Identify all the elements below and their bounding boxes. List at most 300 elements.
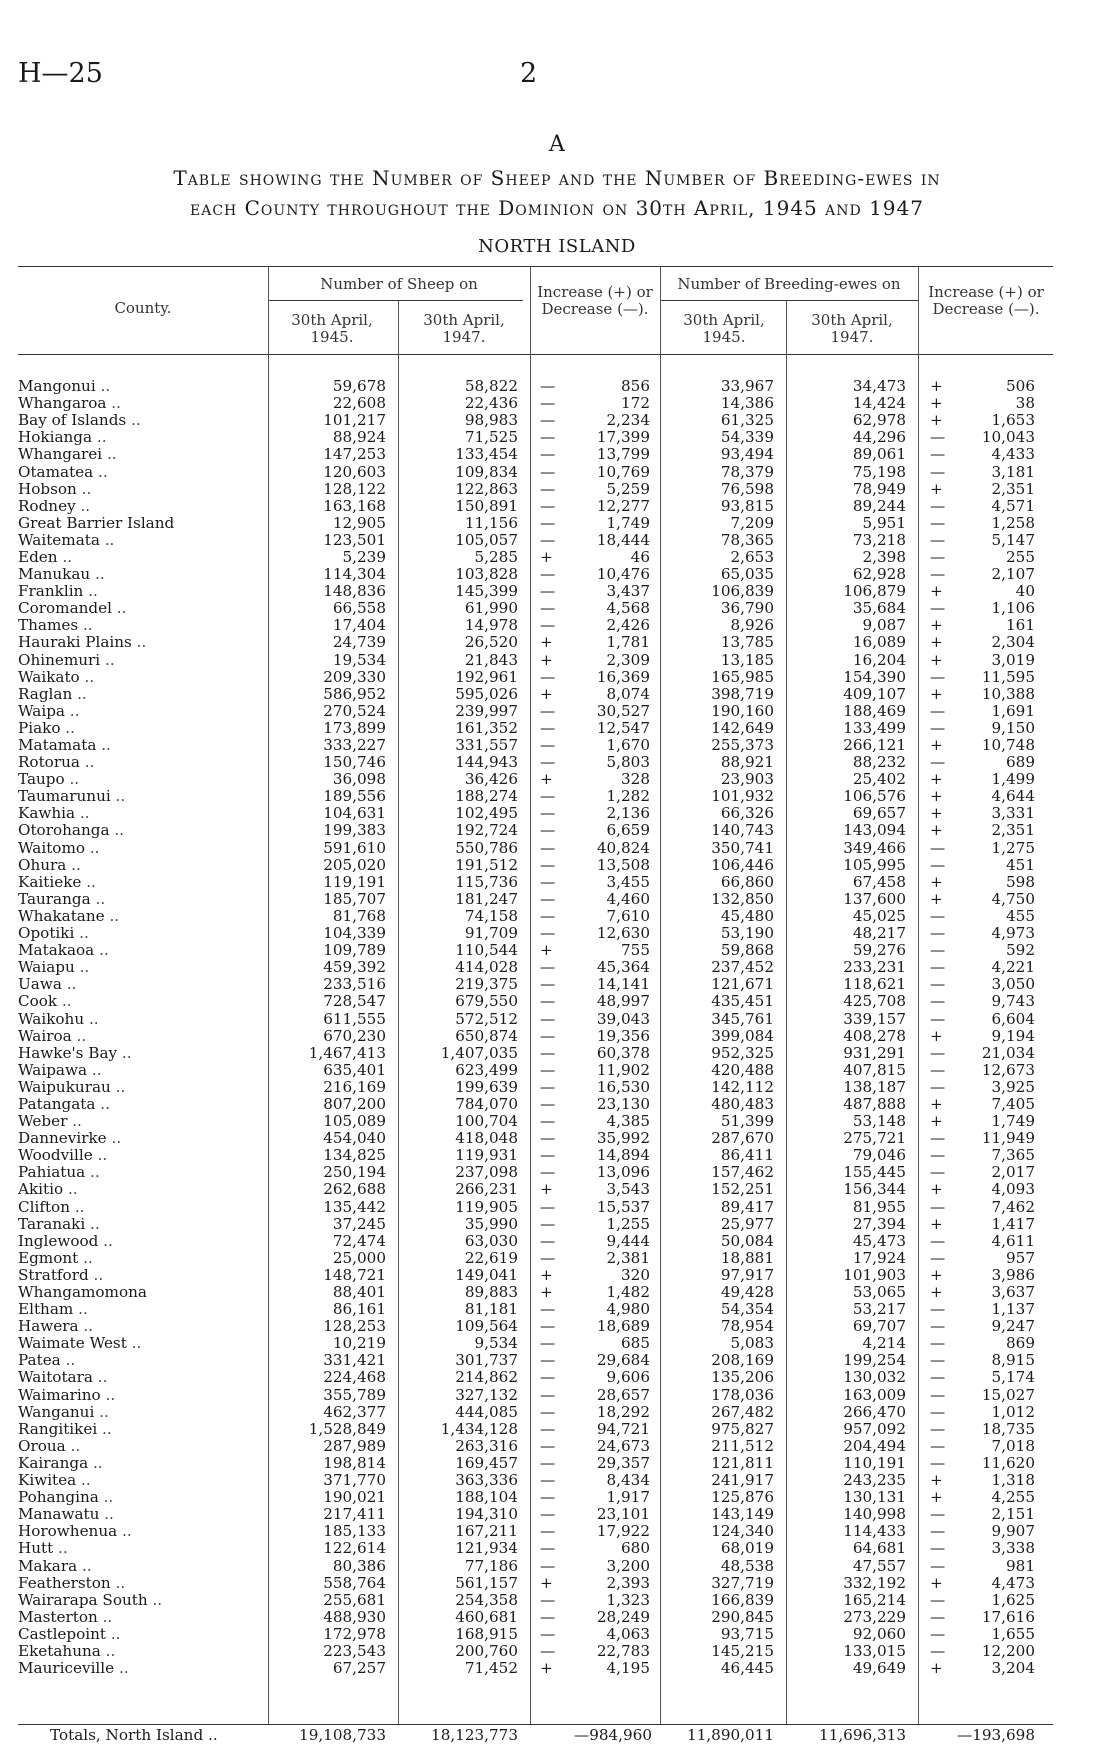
sheep-1947: 71,525 — [464, 429, 518, 447]
ewes-1947: 48,217 — [852, 925, 906, 943]
ewes-1945: 975,827 — [711, 1420, 774, 1438]
sheep-1947: 11,156 — [464, 514, 518, 532]
sheep-1945: 148,721 — [323, 1266, 386, 1284]
totals-sheep-1945: 19,108,733 — [299, 1727, 386, 1745]
ewes-change: — 4,611 — [930, 1232, 1035, 1250]
ewes-1945: 241,917 — [711, 1472, 774, 1490]
sheep-1945: 128,253 — [323, 1318, 386, 1336]
ewes-1947: 4,214 — [862, 1335, 906, 1353]
county-name: Raglan .. — [18, 685, 87, 703]
table-row — [18, 822, 1053, 839]
sheep-change: — 18,689 — [540, 1318, 650, 1336]
sheep-change: — 13,508 — [540, 856, 650, 874]
sheep-1945: 591,610 — [323, 839, 386, 857]
sheep-1945: 25,000 — [332, 1249, 386, 1267]
sheep-1947: 71,452 — [464, 1660, 518, 1678]
sheep-1947: 149,041 — [455, 1266, 518, 1284]
sheep-1945: 185,133 — [323, 1523, 386, 1541]
sheep-1947: 1,407,035 — [440, 1044, 518, 1062]
ewes-1947: 133,499 — [843, 719, 906, 737]
sheep-1945: 67,257 — [332, 1660, 386, 1678]
sheep-1945: 355,789 — [323, 1386, 386, 1404]
ewes-1947: 53,065 — [852, 1283, 906, 1302]
sheep-change: + 46 — [540, 548, 650, 566]
ewes-1945: 46,445 — [720, 1660, 774, 1678]
ewes-change: — 18,735 — [930, 1420, 1035, 1438]
sheep-1945: 287,989 — [323, 1437, 386, 1455]
ewes-1945: 13,185 — [720, 651, 774, 669]
ewes-1945: 23,903 — [720, 771, 774, 789]
ewes-change: — 4,221 — [930, 959, 1035, 977]
ewes-1947: 163,009 — [843, 1386, 906, 1404]
ewes-change: — 1,258 — [930, 514, 1035, 532]
sheep-1947: 181,247 — [455, 890, 518, 908]
ewes-1947: 106,879 — [843, 583, 906, 601]
sheep-change: — 24,673 — [540, 1437, 650, 1455]
sheep-1947: 679,550 — [455, 993, 518, 1011]
ewes-1945: 50,084 — [720, 1232, 774, 1250]
table-row — [18, 1352, 1053, 1369]
ewes-1947: 118,621 — [843, 976, 906, 994]
county-name: Rangitikei .. — [18, 1420, 112, 1438]
sheep-1947: 237,098 — [455, 1164, 518, 1182]
table-row — [18, 1421, 1053, 1438]
sheep-1945: 488,930 — [323, 1608, 386, 1626]
table-row — [18, 891, 1053, 908]
ewes-1947: 105,995 — [843, 856, 906, 874]
sheep-1947: 109,564 — [455, 1318, 518, 1336]
sheep-change: — 2,426 — [540, 617, 650, 635]
county-name: Kawhia .. — [18, 805, 90, 823]
table-row — [18, 788, 1053, 805]
ewes-change: — 592 — [930, 942, 1035, 960]
county-name: Dannevirke .. — [18, 1130, 122, 1148]
sheep-change: — 18,292 — [540, 1403, 650, 1421]
ewes-1945: 78,365 — [720, 531, 774, 549]
county-name: Horowhenua .. — [18, 1523, 132, 1541]
ewes-1947: 59,276 — [852, 942, 906, 960]
sheep-1945: 128,122 — [323, 480, 386, 498]
ewes-change: — 7,365 — [930, 1147, 1035, 1165]
table-row — [18, 1216, 1053, 1233]
ewes-change: — 869 — [930, 1335, 1035, 1353]
county-name: Taranaki .. — [18, 1215, 100, 1233]
ewes-change: + 1,499 — [930, 771, 1035, 789]
table-row — [18, 1335, 1053, 1352]
county-name: Coromandel .. — [18, 600, 127, 618]
sheep-change: — 14,894 — [540, 1147, 650, 1165]
sheep-1945: 199,383 — [323, 822, 386, 840]
ewes-1945: 237,452 — [711, 959, 774, 977]
sheep-change: — 7,610 — [540, 907, 650, 925]
ewes-1947: 75,198 — [852, 463, 906, 481]
ewes-change: + 3,986 — [930, 1266, 1035, 1284]
sheep-1947: 363,336 — [455, 1472, 518, 1490]
sheep-1947: 21,843 — [464, 651, 518, 669]
table-row — [18, 1472, 1053, 1489]
ewes-1945: 36,790 — [720, 600, 774, 618]
table-row — [18, 1489, 1053, 1506]
ewes-1945: 142,112 — [711, 1078, 774, 1096]
sheep-1945: 255,681 — [323, 1591, 386, 1609]
ewes-change: + 4,473 — [930, 1574, 1035, 1592]
table-row — [18, 703, 1053, 720]
sheep-1945: 122,614 — [323, 1540, 386, 1558]
ewes-1947: 349,466 — [843, 839, 906, 857]
county-name: Ohura .. — [18, 856, 81, 874]
table-row — [18, 1506, 1053, 1523]
sheep-change: — 9,606 — [540, 1369, 650, 1387]
sheep-change: — 28,657 — [540, 1386, 650, 1404]
ewes-1945: 145,215 — [711, 1642, 774, 1660]
header-ewes-change: Increase (+) or Decrease (—). — [928, 283, 1044, 318]
ewes-1945: 25,977 — [720, 1215, 774, 1233]
ewes-1947: 14,424 — [852, 395, 906, 413]
sheep-change: — 29,684 — [540, 1352, 650, 1370]
county-name: Mauriceville .. — [18, 1660, 129, 1678]
totals-ewes-1945: 11,890,011 — [687, 1727, 774, 1745]
table-row — [18, 771, 1053, 788]
sheep-change: — 18,444 — [540, 531, 650, 549]
sheep-change: — 856 — [540, 378, 650, 396]
table-row — [18, 429, 1053, 446]
county-name: Kairanga .. — [18, 1454, 103, 1472]
ewes-1945: 166,839 — [711, 1591, 774, 1609]
county-name: Akitio .. — [18, 1181, 78, 1199]
sheep-change: — 685 — [540, 1335, 650, 1353]
ewes-1947: 339,157 — [843, 1010, 906, 1028]
sheep-change: — 12,277 — [540, 497, 650, 515]
ewes-1947: 81,955 — [852, 1198, 906, 1216]
ewes-1947: 154,390 — [843, 668, 906, 686]
county-name: Mangonui .. — [18, 378, 111, 396]
sheep-change: — 5,803 — [540, 754, 650, 772]
sheep-change: — 4,385 — [540, 1113, 650, 1131]
sheep-change: + 755 — [540, 942, 650, 960]
ewes-1947: 25,402 — [852, 771, 906, 789]
sheep-1945: 37,245 — [332, 1215, 386, 1233]
totals-sheep-change: —984,960 — [574, 1727, 652, 1745]
county-name: Weber .. — [18, 1113, 82, 1131]
ewes-1947: 332,192 — [843, 1574, 906, 1592]
sheep-change: — 1,282 — [540, 788, 650, 806]
ewes-1947: 233,231 — [843, 959, 906, 977]
ewes-change: + 3,637 — [930, 1283, 1035, 1302]
sheep-1945: 120,603 — [323, 463, 386, 481]
ewes-change: — 12,200 — [930, 1642, 1035, 1660]
sheep-1945: 81,768 — [332, 907, 386, 925]
county-name: Wairoa .. — [18, 1027, 87, 1045]
ewes-1945: 8,926 — [730, 617, 774, 635]
ewes-1945: 2,653 — [730, 548, 774, 566]
sheep-1947: 331,557 — [455, 736, 518, 755]
ewes-change: — 1,691 — [930, 702, 1035, 720]
table-row — [18, 1113, 1053, 1130]
ewes-1947: 425,708 — [843, 993, 906, 1011]
sheep-1947: 561,157 — [455, 1574, 518, 1592]
ewes-1947: 133,015 — [843, 1642, 906, 1660]
table-row — [18, 515, 1053, 532]
ewes-change: — 1,625 — [930, 1591, 1035, 1609]
sheep-1947: 188,104 — [455, 1489, 518, 1507]
ewes-1945: 76,598 — [720, 480, 774, 498]
county-name: Franklin .. — [18, 583, 98, 601]
sheep-1947: 77,186 — [464, 1557, 518, 1575]
sheep-1945: 135,442 — [323, 1198, 386, 1216]
sheep-1945: 86,161 — [332, 1301, 386, 1319]
ewes-1947: 64,681 — [852, 1540, 906, 1558]
table-row — [18, 1387, 1053, 1404]
county-name: Patea .. — [18, 1352, 76, 1370]
sheep-1947: 192,724 — [455, 822, 518, 840]
ewes-1945: 68,019 — [720, 1540, 774, 1558]
table-row — [18, 1250, 1053, 1267]
ewes-change: + 7,405 — [930, 1095, 1035, 1113]
ewes-change: — 10,043 — [930, 429, 1035, 447]
sheep-1947: 133,454 — [455, 446, 518, 464]
sheep-change: + 1,482 — [540, 1283, 650, 1302]
county-name: Bay of Islands .. — [18, 412, 141, 430]
ewes-1947: 78,949 — [852, 480, 906, 498]
sheep-change: — 23,130 — [540, 1095, 650, 1113]
ewes-1945: 65,035 — [720, 566, 774, 584]
ewes-change: — 4,571 — [930, 497, 1035, 515]
sheep-1947: 102,495 — [455, 805, 518, 823]
sheep-change: + 8,074 — [540, 685, 650, 703]
county-name: Waipawa .. — [18, 1061, 102, 1079]
sheep-change: — 4,063 — [540, 1625, 650, 1643]
ewes-1947: 69,707 — [852, 1318, 906, 1336]
table-row — [18, 1369, 1053, 1386]
ewes-1947: 409,107 — [843, 685, 906, 703]
table-row — [18, 1626, 1053, 1643]
document-reference: H—25 — [18, 58, 103, 89]
sheep-change: — 6,659 — [540, 822, 650, 840]
county-name: Cook .. — [18, 993, 72, 1011]
ewes-1945: 350,741 — [711, 839, 774, 857]
ewes-1945: 66,326 — [720, 805, 774, 823]
sheep-1945: 88,401 — [332, 1283, 386, 1302]
ewes-1945: 97,917 — [720, 1266, 774, 1284]
ewes-1945: 125,876 — [711, 1489, 774, 1507]
sheep-1945: 119,191 — [323, 873, 386, 891]
table-row — [18, 1267, 1053, 1284]
sheep-change: — 22,783 — [540, 1642, 650, 1660]
ewes-change: — 9,907 — [930, 1523, 1035, 1541]
table-row — [18, 1181, 1053, 1198]
table-row — [18, 737, 1053, 754]
sheep-1945: 104,631 — [323, 805, 386, 823]
table-row — [18, 1199, 1053, 1216]
county-name: Waitemata .. — [18, 531, 115, 549]
header-sheep-1947: 30th April, 1947. — [423, 311, 505, 346]
sheep-1945: 223,543 — [323, 1642, 386, 1660]
sheep-1945: 10,219 — [332, 1335, 386, 1353]
county-name: Wairarapa South .. — [18, 1591, 163, 1609]
sheep-1947: 74,158 — [464, 907, 518, 925]
header-county: County. — [114, 299, 172, 317]
sheep-1947: 191,512 — [455, 856, 518, 874]
ewes-1945: 51,399 — [720, 1113, 774, 1131]
ewes-1947: 408,278 — [843, 1027, 906, 1045]
sheep-change: — 4,460 — [540, 890, 650, 908]
ewes-change: + 1,749 — [930, 1113, 1035, 1131]
county-name: Whakatane .. — [18, 907, 120, 925]
ewes-1945: 124,340 — [711, 1523, 774, 1541]
sheep-1945: 209,330 — [323, 668, 386, 686]
ewes-1947: 188,469 — [843, 702, 906, 720]
sheep-1947: 121,934 — [455, 1540, 518, 1558]
sheep-change: — 40,824 — [540, 839, 650, 857]
ewes-change: + 4,255 — [930, 1489, 1035, 1507]
table-row — [18, 1523, 1053, 1540]
county-name: Hutt .. — [18, 1540, 68, 1558]
totals-row — [18, 1727, 1053, 1744]
sheep-1947: 26,520 — [464, 634, 518, 652]
ewes-change: + 4,750 — [930, 890, 1035, 908]
sheep-change: — 1,323 — [540, 1591, 650, 1609]
ewes-change: — 9,150 — [930, 719, 1035, 737]
ewes-1947: 138,187 — [843, 1078, 906, 1096]
sheep-1945: 333,227 — [323, 736, 386, 755]
sheep-1945: 462,377 — [323, 1403, 386, 1421]
sheep-change: — 14,141 — [540, 976, 650, 994]
sheep-1945: 36,098 — [332, 771, 386, 789]
title-line-2: each County throughout the Dominion on 30th April, 1945 and 1947 — [190, 196, 924, 220]
sheep-change: — 3,200 — [540, 1557, 650, 1575]
sheep-change: — 4,568 — [540, 600, 650, 618]
sheep-change: — 1,670 — [540, 736, 650, 755]
ewes-1945: 345,761 — [711, 1010, 774, 1028]
county-name: Clifton .. — [18, 1198, 85, 1216]
county-name: Thames .. — [18, 617, 93, 635]
sheep-change: — 10,476 — [540, 566, 650, 584]
ewes-change: + 10,748 — [930, 736, 1035, 755]
ewes-1945: 18,881 — [720, 1249, 774, 1267]
ewes-change: — 255 — [930, 548, 1035, 566]
header-ewes-1945: 30th April, 1945. — [683, 311, 765, 346]
county-name: Waitomo .. — [18, 839, 100, 857]
totals-sheep-1947: 18,123,773 — [431, 1727, 518, 1745]
sheep-1947: 444,085 — [455, 1403, 518, 1421]
sheep-1945: 173,899 — [323, 719, 386, 737]
county-name: Rodney .. — [18, 497, 91, 515]
sheep-1945: 262,688 — [323, 1181, 386, 1199]
sheep-change: — 48,997 — [540, 993, 650, 1011]
ewes-1945: 165,985 — [711, 668, 774, 686]
ewes-change: — 451 — [930, 856, 1035, 874]
table-body — [18, 378, 1053, 1677]
ewes-1945: 121,671 — [711, 976, 774, 994]
ewes-change: + 2,304 — [930, 634, 1035, 652]
ewes-1945: 59,868 — [720, 942, 774, 960]
ewes-change: — 957 — [930, 1249, 1035, 1267]
sheep-change: — 12,630 — [540, 925, 650, 943]
sheep-1945: 586,952 — [323, 685, 386, 703]
table-row — [18, 566, 1053, 583]
table-row — [18, 976, 1053, 993]
county-name: Eden .. — [18, 548, 73, 566]
table-row — [18, 908, 1053, 925]
county-name: Pahiatua .. — [18, 1164, 100, 1182]
county-name: Piako .. — [18, 719, 75, 737]
sheep-change: — 17,399 — [540, 429, 650, 447]
sheep-1945: 205,020 — [323, 856, 386, 874]
ewes-1945: 398,719 — [711, 685, 774, 703]
ewes-1945: 121,811 — [711, 1454, 774, 1472]
ewes-1945: 106,446 — [711, 856, 774, 874]
ewes-1947: 89,244 — [852, 497, 906, 515]
ewes-change: + 3,331 — [930, 805, 1035, 823]
table-row — [18, 942, 1053, 959]
table-row — [18, 1592, 1053, 1609]
ewes-1945: 267,482 — [711, 1403, 774, 1421]
sheep-1947: 105,057 — [455, 531, 518, 549]
sheep-1945: 558,764 — [323, 1574, 386, 1592]
sheep-1945: 459,392 — [323, 959, 386, 977]
sheep-1947: 63,030 — [464, 1232, 518, 1250]
county-name: Stratford .. — [18, 1266, 104, 1284]
table-row — [18, 583, 1053, 600]
sheep-1947: 572,512 — [455, 1010, 518, 1028]
sheep-1945: 12,905 — [332, 514, 386, 532]
ewes-1947: 155,445 — [843, 1164, 906, 1182]
sheep-change: — 2,234 — [540, 412, 650, 430]
ewes-1945: 49,428 — [720, 1283, 774, 1302]
ewes-1947: 931,291 — [843, 1044, 906, 1062]
sheep-change: — 12,547 — [540, 719, 650, 737]
ewes-1945: 93,815 — [720, 497, 774, 515]
sheep-1947: 91,709 — [464, 925, 518, 943]
sheep-1947: 22,436 — [464, 395, 518, 413]
sheep-change: — 45,364 — [540, 959, 650, 977]
county-name: Wanganui .. — [18, 1403, 109, 1421]
sheep-change: — 23,101 — [540, 1506, 650, 1524]
ewes-change: — 11,620 — [930, 1454, 1035, 1472]
ewes-change: — 1,275 — [930, 839, 1035, 857]
sheep-1947: 418,048 — [455, 1130, 518, 1148]
ewes-1945: 135,206 — [711, 1369, 774, 1387]
ewes-change: — 2,151 — [930, 1506, 1035, 1524]
county-name: Otamatea .. — [18, 463, 108, 481]
county-name: Otorohanga .. — [18, 822, 124, 840]
sheep-change: — 680 — [540, 1540, 650, 1558]
table-row — [18, 1455, 1053, 1472]
table-row — [18, 395, 1053, 412]
ewes-1945: 93,494 — [720, 446, 774, 464]
sheep-1947: 9,534 — [474, 1335, 518, 1353]
ewes-change: — 1,106 — [930, 600, 1035, 618]
ewes-1947: 101,903 — [843, 1266, 906, 1284]
ewes-change: + 3,019 — [930, 651, 1035, 669]
ewes-change: + 38 — [930, 395, 1035, 413]
sheep-change: — 3,455 — [540, 873, 650, 891]
ewes-1945: 54,339 — [720, 429, 774, 447]
sheep-change: — 10,769 — [540, 463, 650, 481]
table-row — [18, 652, 1053, 669]
sheep-1947: 14,978 — [464, 617, 518, 635]
sheep-1945: 270,524 — [323, 702, 386, 720]
ewes-1945: 5,083 — [730, 1335, 774, 1353]
sheep-1945: 66,558 — [332, 600, 386, 618]
ewes-1945: 287,670 — [711, 1130, 774, 1148]
sheep-1947: 200,760 — [455, 1642, 518, 1660]
county-name: Waikohu .. — [18, 1010, 99, 1028]
table-letter: A — [549, 132, 565, 157]
ewes-change: — 1,655 — [930, 1625, 1035, 1643]
county-name: Inglewood .. — [18, 1232, 113, 1250]
sheep-1945: 22,608 — [332, 395, 386, 413]
